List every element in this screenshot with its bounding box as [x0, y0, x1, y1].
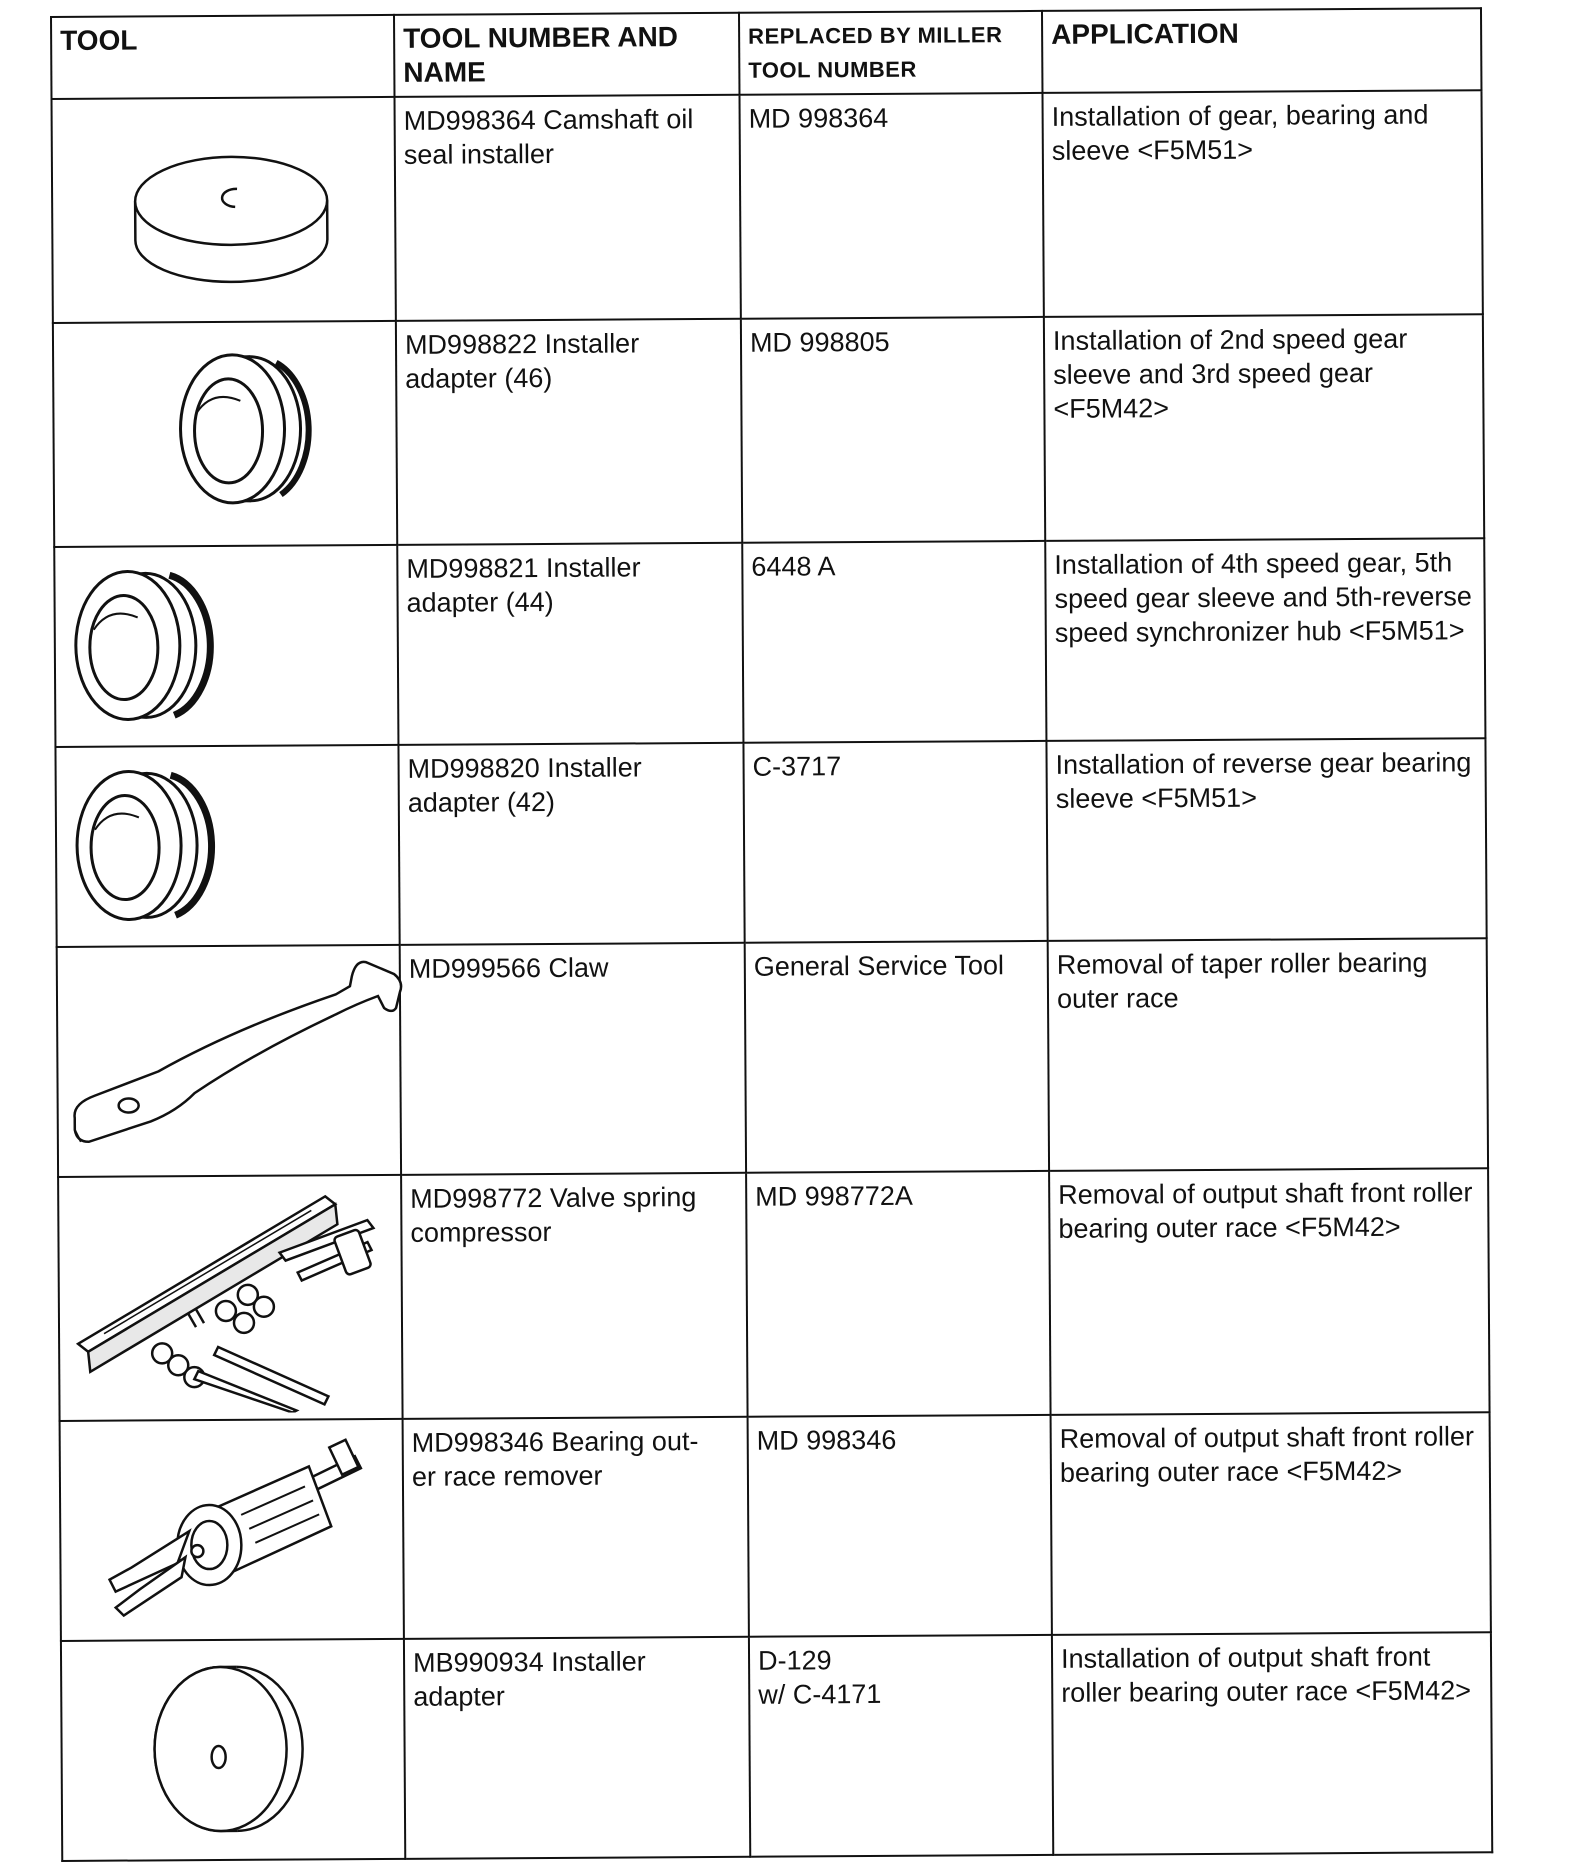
tool-number-and-name: MD998821 Installer adapter (44) — [397, 543, 743, 745]
header-replaced-by: REPLACED BY MILLER TOOL NUMBER — [739, 11, 1042, 95]
table-row — [58, 1168, 1489, 1421]
installer-adapter-44-icon — [63, 552, 404, 740]
special-tools-table — [50, 7, 1493, 1862]
application-text: Installation of 4th speed gear, 5th speed gear sleeve and 5th-reverse speed synchronizer hub <F5M51> — [1045, 538, 1485, 741]
application-text: Removal of output shaft front roller bearing outer race <F5M42> — [1049, 1168, 1489, 1415]
tool-number-and-name: MD998820 Installer adapter (42) — [398, 743, 744, 945]
replaced-by-number: MD 998772A — [746, 1171, 1050, 1417]
table-row — [57, 938, 1488, 1177]
header-tool: TOOL — [51, 15, 394, 99]
application-text: Installation of gear, bearing and sleeve <F5M51> — [1042, 90, 1482, 317]
table-row — [61, 1632, 1492, 1861]
tool-illustration-cell — [52, 97, 396, 323]
installer-adapter-42-icon — [65, 752, 406, 940]
application-text: Installation of reverse gear bearing sleeve <F5M51> — [1046, 738, 1486, 941]
replaced-by-number: MD 998346 — [748, 1415, 1052, 1637]
tool-table-sheet — [50, 7, 1491, 1862]
installer-adapter-icon — [70, 1646, 411, 1854]
application-text: Removal of taper roller bearing outer race — [1048, 938, 1488, 1171]
table-row — [54, 538, 1485, 747]
table-row — [52, 90, 1483, 323]
tool-number-and-name: MB990934 Installer adapter — [404, 1637, 750, 1859]
tool-number-and-name: MD998822 Installer adapter (46) — [396, 319, 742, 545]
tool-number-and-name: MD998346 Bearing out- er race remover — [403, 1417, 749, 1639]
installer-adapter-46-icon — [62, 328, 403, 540]
bearing-outer-race-remover-icon — [69, 1426, 410, 1634]
tool-number-and-name: MD998364 Camshaft oil seal installer — [395, 95, 741, 321]
valve-spring-compressor-icon — [67, 1182, 408, 1414]
replaced-by-number: General Service Tool — [745, 941, 1049, 1173]
tool-illustration-cell — [58, 1175, 402, 1421]
tool-illustration-cell — [54, 545, 398, 747]
camshaft-oil-seal-installer-icon — [61, 104, 402, 316]
replaced-by-number: C-3717 — [743, 741, 1047, 943]
header-application: APPLICATION — [1042, 8, 1481, 93]
replaced-by-number: MD 998805 — [741, 317, 1045, 543]
tool-illustration-cell — [61, 1639, 405, 1861]
application-text: Installation of 2nd speed gear sleeve and 3rd speed gear <F5M42> — [1044, 314, 1484, 541]
tool-illustration-cell — [53, 321, 397, 547]
header-tool-number-and-name: TOOL NUMBER AND NAME — [394, 13, 739, 97]
replaced-by-number: MD 998364 — [739, 93, 1043, 319]
table-row — [60, 1412, 1491, 1641]
tool-illustration-cell — [57, 945, 401, 1177]
table-row — [55, 738, 1486, 947]
table-row — [53, 314, 1484, 547]
application-text: Installation of output shaft front roller bearing outer race <F5M42> — [1052, 1632, 1492, 1855]
application-text: Removal of output shaft front roller bearing outer race <F5M42> — [1051, 1412, 1491, 1635]
tool-illustration-cell — [55, 745, 399, 947]
header-row — [51, 8, 1481, 99]
tool-number-and-name: MD999566 Claw — [400, 943, 746, 1175]
replaced-by-number: 6448 A — [742, 541, 1046, 743]
claw-icon — [66, 952, 407, 1170]
replaced-by-number: D-129 w/ C-4171 — [749, 1635, 1053, 1857]
tool-illustration-cell — [60, 1419, 404, 1641]
tool-number-and-name: MD998772 Valve spring compressor — [401, 1173, 747, 1419]
